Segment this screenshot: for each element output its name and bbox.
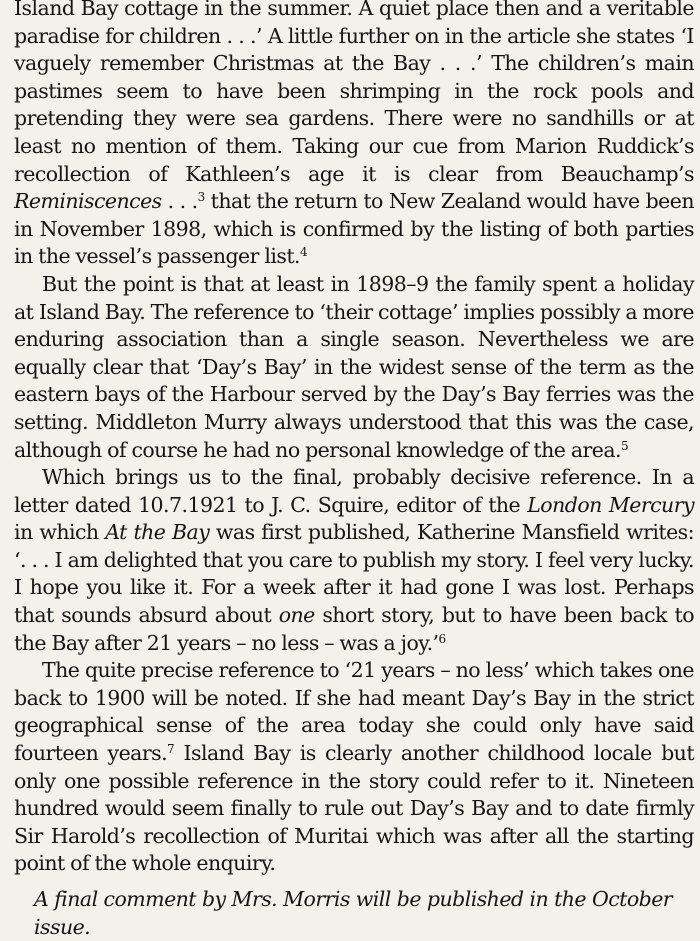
document-page <box>14 0 695 939</box>
paragraph-text: was first published, Katherine Mansfield writes: ‘. . . I am delighted that you care to publish my story. I feel very lucky. I hope you like it. For a week after it had gone I was lost. Perhaps that sounds absurd about <box>14 520 694 628</box>
story-title-at-the-bay: At the Bay <box>105 520 210 545</box>
paragraph-text: Island Bay is clearly another childhood locale but only one possible reference in the story could refer to it. Nineteen hundred would seem finally to rule out Day’s Bay and to date firmly Sir Harold’s recollection of Muritai which was after all the starting point of the whole enquiry. <box>14 741 695 876</box>
magazine-title-london-mercury: London Mercury <box>527 492 694 517</box>
paragraph-text: Island Bay cottage in the summer. A quiet place then and a veritable paradise for children . . .’ A little further on in the article she states ‘I vaguely remember Christmas at the Bay . . .’ The children’s main pastimes seem to have been shrimping in the rock pools and pretending they were sea gardens. There were no sandhills or at least no mention of them. Taking our cue from Marion Ruddick’s recollection of Kathleen’s age it is clear from Beauchamp’s <box>14 0 694 186</box>
paragraph-text: that the return to New Zealand would have been in November 1898, which is confirmed by the listing of both parties in the vessel’s passenger list. <box>14 189 694 269</box>
paragraph-3 <box>14 464 694 657</box>
paragraph-2 <box>14 271 694 464</box>
closing-note: A final comment by Mrs. Morris will be published in the October issue. <box>34 887 673 939</box>
paragraph-text: . . . <box>161 189 198 214</box>
paragraph-text: Which brings us to the final, probably decisive reference. In a letter dated 10.7.1921 to J. C. Squire, editor of the <box>14 465 694 517</box>
footnote-marker-6: 6 <box>438 631 446 646</box>
footnote-marker-3: 3 <box>197 190 205 205</box>
emphasis-one: one <box>278 603 315 628</box>
paragraph-text: short story, but to have been back to the Bay after 21 years – no less – was a joy.’ <box>14 603 694 655</box>
paragraph-text: But the point is that at least in 1898–9 the family spent a holiday at Island Bay. The reference to ‘their cottage’ implies possibly a more enduring association than a single season. Nevertheless we are equally clear that ‘Day’s Bay’ in the widest sense of the term as the eastern bays of the Harbour served by the Day’s Bay ferries was the setting. Middleton Murry always understood that this was the case, although of course he had no personal knowledge of the area. <box>14 271 694 462</box>
footnote-marker-4: 4 <box>300 245 308 260</box>
footnote-marker-7: 7 <box>167 742 175 757</box>
footnote-marker-5: 5 <box>620 438 629 453</box>
paragraph-text: in which <box>14 520 106 545</box>
book-title-reminiscences: Reminiscences <box>14 189 162 214</box>
paragraph-text: The quite precise reference to ‘21 years – no less’ which takes one back to 1900 will be noted. If she had meant Day’s Bay in the strict geographical sense of the area today she could only have said fourteen years. <box>14 658 694 766</box>
paragraph-1 <box>14 0 694 271</box>
paragraph-4 <box>14 657 694 878</box>
